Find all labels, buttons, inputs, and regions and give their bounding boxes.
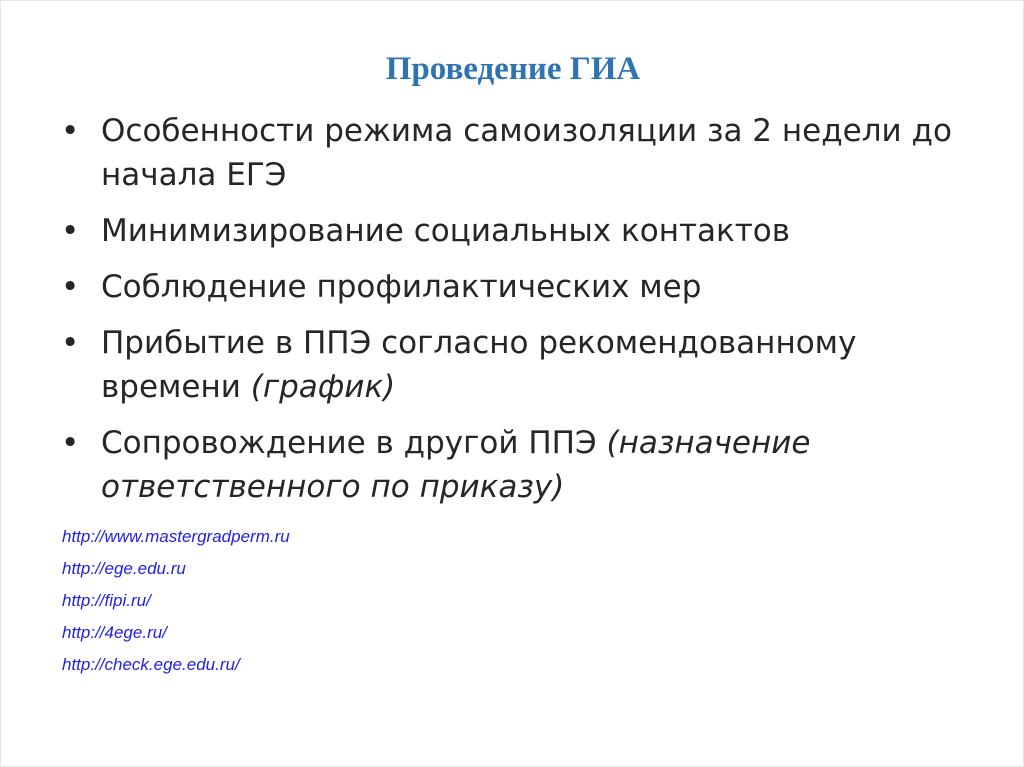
bullet-text: Минимизирование социальных контактов [101, 213, 791, 249]
bullet-item [61, 109, 961, 197]
bullet-icon: • [61, 425, 80, 461]
link-list [62, 521, 290, 681]
slide-title: Проведение ГИА [385, 51, 641, 87]
bullet-item [61, 209, 961, 253]
bullet-icon: • [61, 269, 80, 305]
bullet-text: Сопровождение в другой ППЭ [101, 425, 607, 461]
bullet-icon: • [61, 213, 80, 249]
bullet-note: (назначение ответственного по приказу) [101, 425, 811, 505]
bullet-item [61, 421, 961, 509]
link-fipi[interactable]: http://fipi.ru/ [62, 591, 151, 610]
bullet-text: Особенности режима самоизоляции за 2 недели до начала ЕГЭ [101, 113, 952, 193]
link-item [62, 649, 290, 681]
link-item [62, 521, 290, 553]
link-4ege[interactable]: http://4ege.ru/ [62, 623, 167, 642]
link-item [62, 617, 290, 649]
link-item [62, 553, 290, 585]
bullet-icon: • [61, 325, 80, 361]
bullet-text: Соблюдение профилактических мер [101, 269, 702, 305]
bullet-list [61, 109, 961, 521]
bullet-item [61, 265, 961, 309]
bullet-item [61, 321, 961, 409]
link-check-ege[interactable]: http://check.ege.edu.ru/ [62, 655, 240, 674]
bullet-text: Прибытие в ППЭ согласно рекомендованному времени [101, 325, 857, 405]
bullet-icon: • [61, 113, 80, 149]
bullet-note: (график) [250, 369, 396, 405]
link-mastergradperm[interactable]: http://www.mastergradperm.ru [62, 527, 290, 546]
link-item [62, 585, 290, 617]
link-ege-edu[interactable]: http://ege.edu.ru [62, 559, 186, 578]
